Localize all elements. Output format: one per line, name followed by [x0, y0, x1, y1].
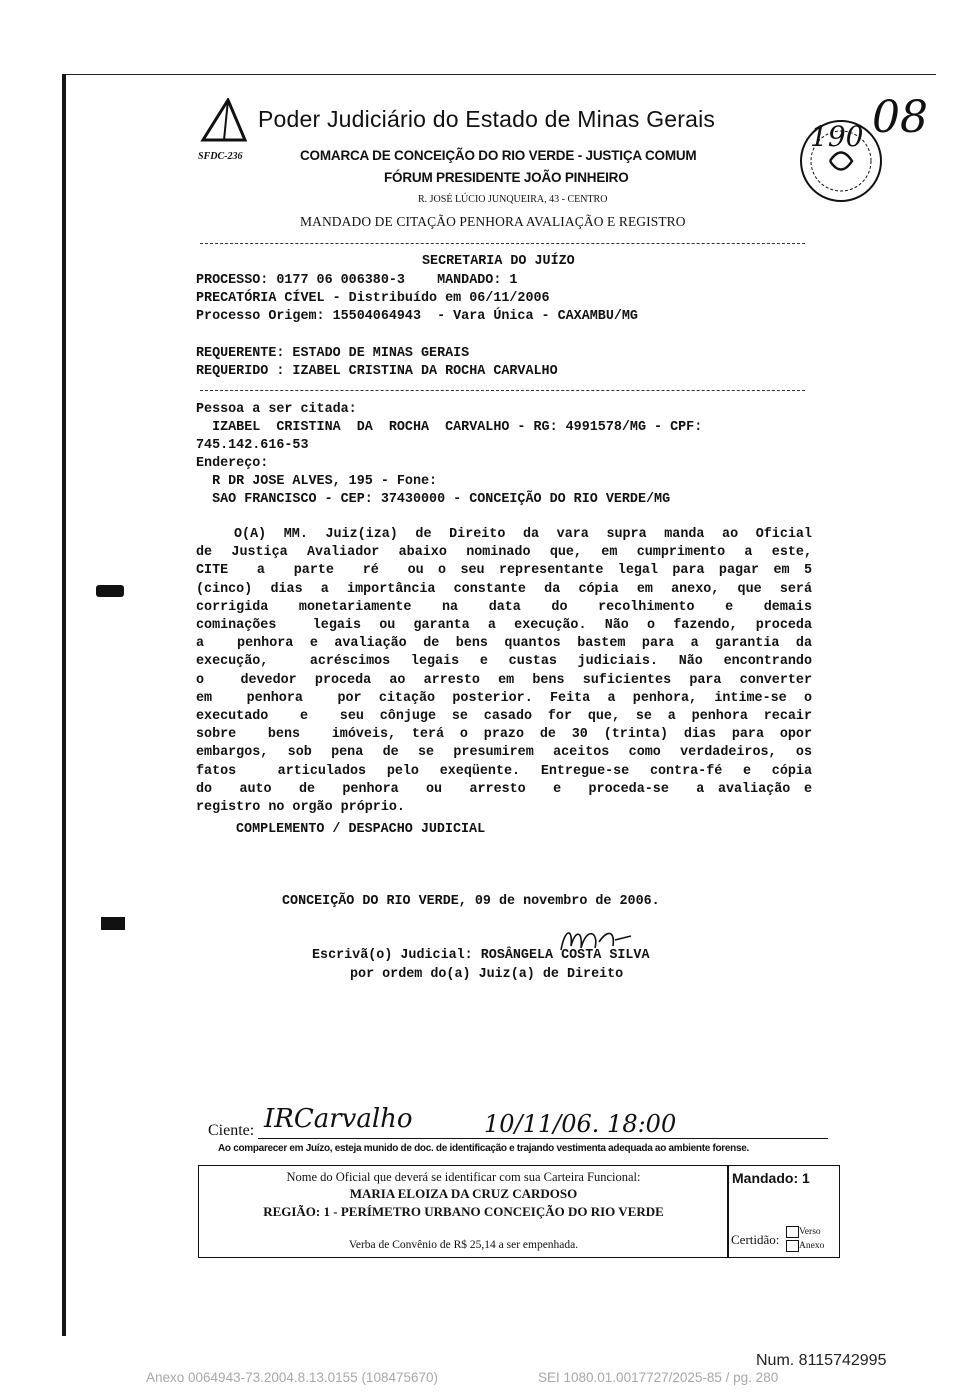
body-line: de Justiça Avaliador abaixo nominado que, em cumprimento a este, [196, 545, 812, 561]
processo-origem-line: Processo Origem: 15504064943 - Vara Única - CAXAMBU/MG [196, 309, 638, 324]
anexo-reference: Anexo 0064943-73.2004.8.13.0155 (108475670) [146, 1370, 439, 1385]
certidao-label: Certidão: [731, 1232, 780, 1247]
page-left-edge [62, 74, 66, 1336]
body-line: a penhora e avaliação de bens quantos bastem para a garantia da [196, 636, 812, 652]
separator [200, 390, 805, 391]
body-line: corrigida monetariamente na data do recolhimento e demais [196, 599, 812, 615]
pessoa-cpf-line: 745.142.616-53 [196, 438, 309, 453]
oficial-box-divider [727, 1165, 729, 1258]
body-line: em penhora por citação posterior. Feita a penhora, intime-se o [196, 690, 812, 706]
scan-mark [96, 585, 124, 597]
page-top-edge [66, 74, 936, 75]
handwritten-ciente-date: 10/11/06. 18:00 [484, 1110, 677, 1138]
anexo-checkbox[interactable] [786, 1240, 799, 1252]
street-line: R DR JOSE ALVES, 195 - Fone: [196, 474, 438, 489]
requerido-line: REQUERIDO : IZABEL CRISTINA DA ROCHA CARVALHO [196, 364, 558, 379]
body-line: embargos, sob pena de se presumirem aceitos como verdadeiros, os [196, 745, 812, 761]
pessoa-label: Pessoa a ser citada: [196, 402, 357, 417]
oficial-region: REGIÃO: 1 - PERÍMETRO URBANO CONCEIÇÃO DO RIO VERDE [263, 1204, 664, 1219]
body-line: o devedor proceda ao arresto em bens suficientes para converter [196, 672, 812, 688]
precatoria-line: PRECATÓRIA CÍVEL - Distribuído em 06/11/2006 [196, 291, 550, 306]
anexo-option[interactable] [786, 1240, 824, 1252]
date-line: CONCEIÇÃO DO RIO VERDE, 09 de novembro de 2006. [282, 894, 660, 909]
mandado-number: Mandado: 1 [732, 1170, 810, 1186]
verso-option[interactable] [786, 1226, 821, 1238]
handwritten-ciente-name: IRCarvalho [264, 1104, 413, 1134]
body-line: do auto de penhora ou arresto e proceda-se a avaliação e [196, 781, 812, 797]
endereco-label: Endereço: [196, 456, 269, 471]
stamp-number: 190 [810, 120, 864, 153]
city-line: SAO FRANCISCO - CEP: 37430000 - CONCEIÇÃO DO RIO VERDE/MG [196, 492, 671, 507]
verso-label: Verso [799, 1227, 821, 1238]
court-title: Poder Judiciário do Estado de Minas Gerais [258, 106, 716, 132]
body-line: sobre bens imóveis, terá o prazo de 30 (trinta) dias para opor [196, 727, 812, 743]
scan-mark [101, 917, 125, 930]
court-logo-icon [198, 98, 248, 144]
ordem-line: por ordem do(a) Juiz(a) de Direito [350, 967, 624, 982]
separator [200, 243, 805, 244]
oficial-instruction: Nome do Oficial que deverá se identificar com sua Carteira Funcional: [286, 1170, 641, 1184]
body-line: fatos articulados pelo exeqüente. Entregue-se contra-fé e cópia [196, 763, 812, 779]
anexo-label: Anexo [799, 1241, 825, 1252]
body-line: CITE a parte ré ou o seu representante legal para pagar em 5 [196, 563, 812, 579]
document-title: MANDADO DE CITAÇÃO PENHORA AVALIAÇÃO E REGISTRO [300, 214, 686, 229]
escrivao-line: Escrivã(o) Judicial: ROSÂNGELA COSTA SILVA [312, 948, 650, 963]
comarca-heading: COMARCA DE CONCEIÇÃO DO RIO VERDE - JUSTIÇA COMUM [300, 148, 697, 163]
signature-icon [555, 922, 635, 958]
court-address: R. JOSÉ LÚCIO JUNQUEIRA, 43 - CENTRO [418, 194, 608, 205]
document-number: Num. 8115742995 [756, 1352, 887, 1369]
mandado-body [196, 526, 812, 817]
ciente-line [258, 1138, 828, 1139]
body-line: (cinco) dias a importância constante da cópia em anexo, que será [196, 581, 812, 597]
forum-heading: FÓRUM PRESIDENTE JOÃO PINHEIRO [384, 170, 629, 185]
form-code: SFDC-236 [198, 151, 243, 162]
verso-checkbox[interactable] [786, 1226, 799, 1238]
processo-line: PROCESSO: 0177 06 006380-3 MANDADO: 1 [196, 273, 518, 288]
ciente-label: Ciente: [208, 1122, 255, 1139]
requerente-line: REQUERENTE: ESTADO DE MINAS GERAIS [196, 346, 470, 361]
body-line: executado e seu cônjuge se casado for que, se a penhora recair [196, 709, 812, 725]
handwritten-page-number: 08 [872, 92, 928, 143]
body-line: cominações legais ou garanta a execução. Não o fazendo, proceda [196, 618, 812, 634]
pessoa-name-line: IZABEL CRISTINA DA ROCHA CARVALHO - RG: 4991578/MG - CPF: [196, 420, 703, 435]
secretaria-heading: SECRETARIA DO JUÍZO [422, 254, 575, 269]
complemento-heading: COMPLEMENTO / DESPACHO JUDICIAL [236, 822, 486, 837]
sei-reference: SEI 1080.01.0017727/2025-85 / pg. 280 [538, 1370, 779, 1385]
oficial-name: MARIA ELOIZA DA CRUZ CARDOSO [349, 1186, 578, 1201]
body-line: O(A) MM. Juiz(iza) de Direito da vara supra manda ao Oficial [234, 527, 812, 542]
verba-text: Verba de Convênio de R$ 25,14 a ser empenhada. [348, 1239, 579, 1251]
body-line: registro no orgão próprio. [196, 800, 405, 816]
ciente-notice: Ao comparecer em Juízo, esteja munido de doc. de identificação e trajando vestimenta adequada ao ambiente forense. [218, 1143, 749, 1154]
body-line: execução, acréscimos legais e custas judiciais. Não encontrando [196, 654, 812, 670]
